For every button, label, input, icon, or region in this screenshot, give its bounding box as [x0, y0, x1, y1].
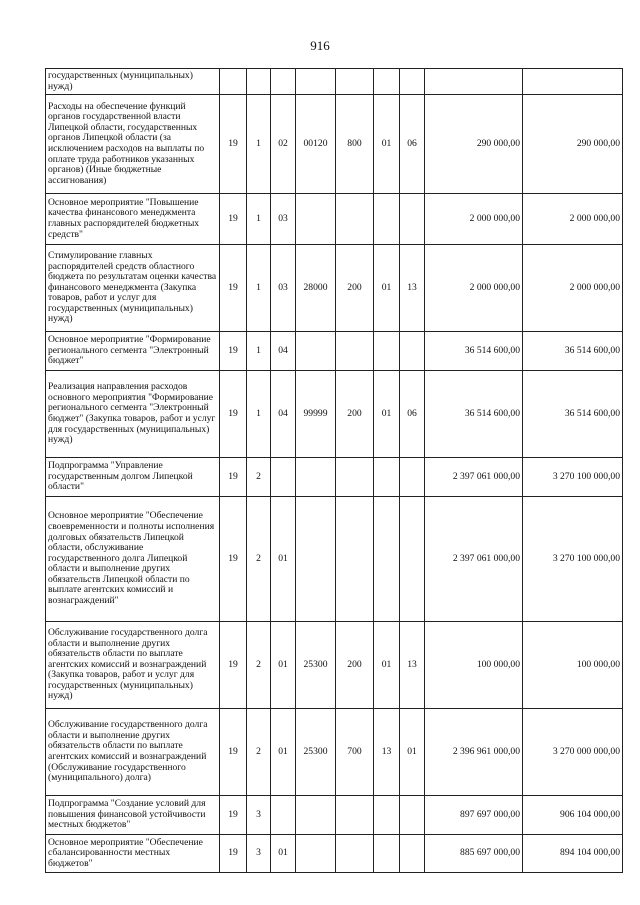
cell-code-5 — [336, 497, 374, 622]
cell-description: Реализация направления расходов основного мероприятия "Формирование регионального сегмента "Электронный бюджет" (Закупка товаров, работ и услуг для государственных (муниципальных) нужд) — [46, 371, 220, 458]
cell-code-6: 01 — [374, 622, 400, 709]
cell-amount-2: 3 270 100 000,00 — [523, 497, 623, 622]
cell-description: Основное мероприятие "Формирование регионального сегмента "Электронный бюджет" — [46, 332, 220, 371]
cell-description: Обслуживание государственного долга области и выполнение других обязательств области по выплате агентских комиссий и вознаграждений (Обслуживание государственного (муниципального) долга) — [46, 709, 220, 796]
cell-code-1: 19 — [220, 622, 247, 709]
cell-code-2: 2 — [247, 709, 271, 796]
cell-description: государственных (муниципальных) нужд) — [46, 69, 220, 95]
table-row — [46, 332, 623, 371]
cell-code-3: 01 — [271, 835, 296, 873]
cell-code-5: 200 — [336, 245, 374, 332]
cell-code-2: 1 — [247, 245, 271, 332]
cell-code-5: 800 — [336, 95, 374, 194]
cell-code-4: 25300 — [296, 622, 336, 709]
cell-amount-1: 897 697 000,00 — [425, 796, 523, 835]
cell-code-5 — [336, 194, 374, 245]
cell-amount-2: 3 270 100 000,00 — [523, 458, 623, 497]
cell-code-1: 19 — [220, 245, 247, 332]
cell-code-2: 3 — [247, 835, 271, 873]
cell-description: Основное мероприятие "Обеспечение своевременности и полноты исполнения долговых обязательств Липецкой области, обслуживание государственного долга Липецкой области и выполнение других обязательств Липецкой области по выплате агентских комиссий и вознаграждений" — [46, 497, 220, 622]
cell-code-3: 03 — [271, 245, 296, 332]
table-row — [46, 458, 623, 497]
cell-amount-2 — [523, 69, 623, 95]
cell-code-7 — [400, 194, 425, 245]
cell-code-6 — [374, 194, 400, 245]
cell-code-7 — [400, 332, 425, 371]
cell-amount-1: 2 000 000,00 — [425, 194, 523, 245]
cell-code-6 — [374, 796, 400, 835]
table-body — [46, 69, 623, 873]
cell-code-2: 2 — [247, 622, 271, 709]
cell-description: Подпрограмма "Создание условий для повышения финансовой устойчивости местных бюджетов" — [46, 796, 220, 835]
cell-amount-2: 894 104 000,00 — [523, 835, 623, 873]
cell-amount-1: 2 000 000,00 — [425, 245, 523, 332]
cell-code-1: 19 — [220, 835, 247, 873]
cell-code-5 — [336, 458, 374, 497]
cell-code-4 — [296, 796, 336, 835]
cell-description: Стимулирование главных распорядителей средств областного бюджета по результатам оценки качества финансового менеджмента (Закупка товаров, работ и услуг для государственных (муниципальных) нужд) — [46, 245, 220, 332]
cell-code-3: 01 — [271, 622, 296, 709]
cell-code-6 — [374, 835, 400, 873]
table-row — [46, 69, 623, 95]
table-row — [46, 371, 623, 458]
cell-amount-1: 2 397 061 000,00 — [425, 497, 523, 622]
cell-code-7: 06 — [400, 95, 425, 194]
cell-amount-2: 3 270 000 000,00 — [523, 709, 623, 796]
cell-amount-1: 885 697 000,00 — [425, 835, 523, 873]
cell-code-6 — [374, 332, 400, 371]
cell-code-6: 01 — [374, 245, 400, 332]
cell-code-6 — [374, 69, 400, 95]
cell-code-4: 00120 — [296, 95, 336, 194]
cell-code-2: 1 — [247, 194, 271, 245]
cell-code-4 — [296, 69, 336, 95]
cell-code-5: 200 — [336, 622, 374, 709]
cell-code-4: 99999 — [296, 371, 336, 458]
cell-code-4 — [296, 332, 336, 371]
cell-code-7 — [400, 69, 425, 95]
cell-amount-2: 100 000,00 — [523, 622, 623, 709]
cell-description: Подпрограмма "Управление государственным долгом Липецкой области" — [46, 458, 220, 497]
cell-code-1: 19 — [220, 371, 247, 458]
cell-code-3 — [271, 796, 296, 835]
cell-amount-2: 2 000 000,00 — [523, 194, 623, 245]
cell-code-3: 04 — [271, 371, 296, 458]
cell-code-6: 01 — [374, 95, 400, 194]
cell-amount-1 — [425, 69, 523, 95]
cell-code-4 — [296, 497, 336, 622]
table-row — [46, 622, 623, 709]
cell-description: Основное мероприятие "Повышение качества финансового менеджмента главных распорядителей бюджетных средств" — [46, 194, 220, 245]
table-row — [46, 709, 623, 796]
cell-code-5 — [336, 835, 374, 873]
cell-code-1: 19 — [220, 497, 247, 622]
cell-code-7: 13 — [400, 245, 425, 332]
page-number: 916 — [310, 38, 330, 53]
table-row — [46, 835, 623, 873]
cell-amount-1: 290 000,00 — [425, 95, 523, 194]
cell-code-6 — [374, 458, 400, 497]
cell-code-2: 2 — [247, 458, 271, 497]
cell-code-4 — [296, 458, 336, 497]
cell-code-5 — [336, 332, 374, 371]
cell-code-2: 1 — [247, 332, 271, 371]
cell-amount-2: 36 514 600,00 — [523, 371, 623, 458]
cell-code-7: 06 — [400, 371, 425, 458]
cell-code-5 — [336, 796, 374, 835]
cell-code-7: 01 — [400, 709, 425, 796]
cell-code-5: 700 — [336, 709, 374, 796]
cell-code-7 — [400, 835, 425, 873]
cell-code-1: 19 — [220, 332, 247, 371]
cell-amount-1: 2 396 961 000,00 — [425, 709, 523, 796]
cell-amount-2: 290 000,00 — [523, 95, 623, 194]
cell-code-3 — [271, 69, 296, 95]
cell-code-1: 19 — [220, 796, 247, 835]
budget-table — [45, 68, 623, 873]
cell-amount-2: 36 514 600,00 — [523, 332, 623, 371]
cell-amount-1: 100 000,00 — [425, 622, 523, 709]
cell-code-3: 04 — [271, 332, 296, 371]
table-row — [46, 194, 623, 245]
cell-code-2 — [247, 69, 271, 95]
cell-code-1: 19 — [220, 95, 247, 194]
cell-code-4: 25300 — [296, 709, 336, 796]
cell-code-6: 13 — [374, 709, 400, 796]
cell-description: Обслуживание государственного долга области и выполнение других обязательств области по выплате агентских комиссий и вознаграждений (Закупка товаров, работ и услуг для государственных (муниципальных) нужд) — [46, 622, 220, 709]
cell-code-7 — [400, 796, 425, 835]
cell-code-7 — [400, 458, 425, 497]
cell-code-3: 01 — [271, 497, 296, 622]
cell-code-1: 19 — [220, 458, 247, 497]
cell-amount-2: 2 000 000,00 — [523, 245, 623, 332]
cell-code-4: 28000 — [296, 245, 336, 332]
cell-code-3: 02 — [271, 95, 296, 194]
cell-code-4 — [296, 835, 336, 873]
cell-code-2: 3 — [247, 796, 271, 835]
cell-amount-1: 2 397 061 000,00 — [425, 458, 523, 497]
cell-code-5 — [336, 69, 374, 95]
cell-description: Расходы на обеспечение функций органов государственной власти Липецкой области, государственных органов Липецкой области (за исключением расходов на выплаты по оплате труда работников указанных органов) (Иные бюджетные ассигнования) — [46, 95, 220, 194]
cell-code-2: 1 — [247, 95, 271, 194]
cell-code-3: 01 — [271, 709, 296, 796]
cell-code-2: 2 — [247, 497, 271, 622]
cell-amount-1: 36 514 600,00 — [425, 332, 523, 371]
table-row — [46, 245, 623, 332]
table-row — [46, 497, 623, 622]
cell-code-5: 200 — [336, 371, 374, 458]
table-row — [46, 796, 623, 835]
cell-code-2: 1 — [247, 371, 271, 458]
cell-code-1 — [220, 69, 247, 95]
cell-code-6: 01 — [374, 371, 400, 458]
cell-code-6 — [374, 497, 400, 622]
cell-description: Основное мероприятие "Обеспечение сбалансированности местных бюджетов" — [46, 835, 220, 873]
cell-code-3 — [271, 458, 296, 497]
cell-code-4 — [296, 194, 336, 245]
cell-code-1: 19 — [220, 709, 247, 796]
cell-code-7: 13 — [400, 622, 425, 709]
cell-amount-1: 36 514 600,00 — [425, 371, 523, 458]
cell-code-1: 19 — [220, 194, 247, 245]
cell-code-7 — [400, 497, 425, 622]
cell-code-3: 03 — [271, 194, 296, 245]
cell-amount-2: 906 104 000,00 — [523, 796, 623, 835]
table-row — [46, 95, 623, 194]
